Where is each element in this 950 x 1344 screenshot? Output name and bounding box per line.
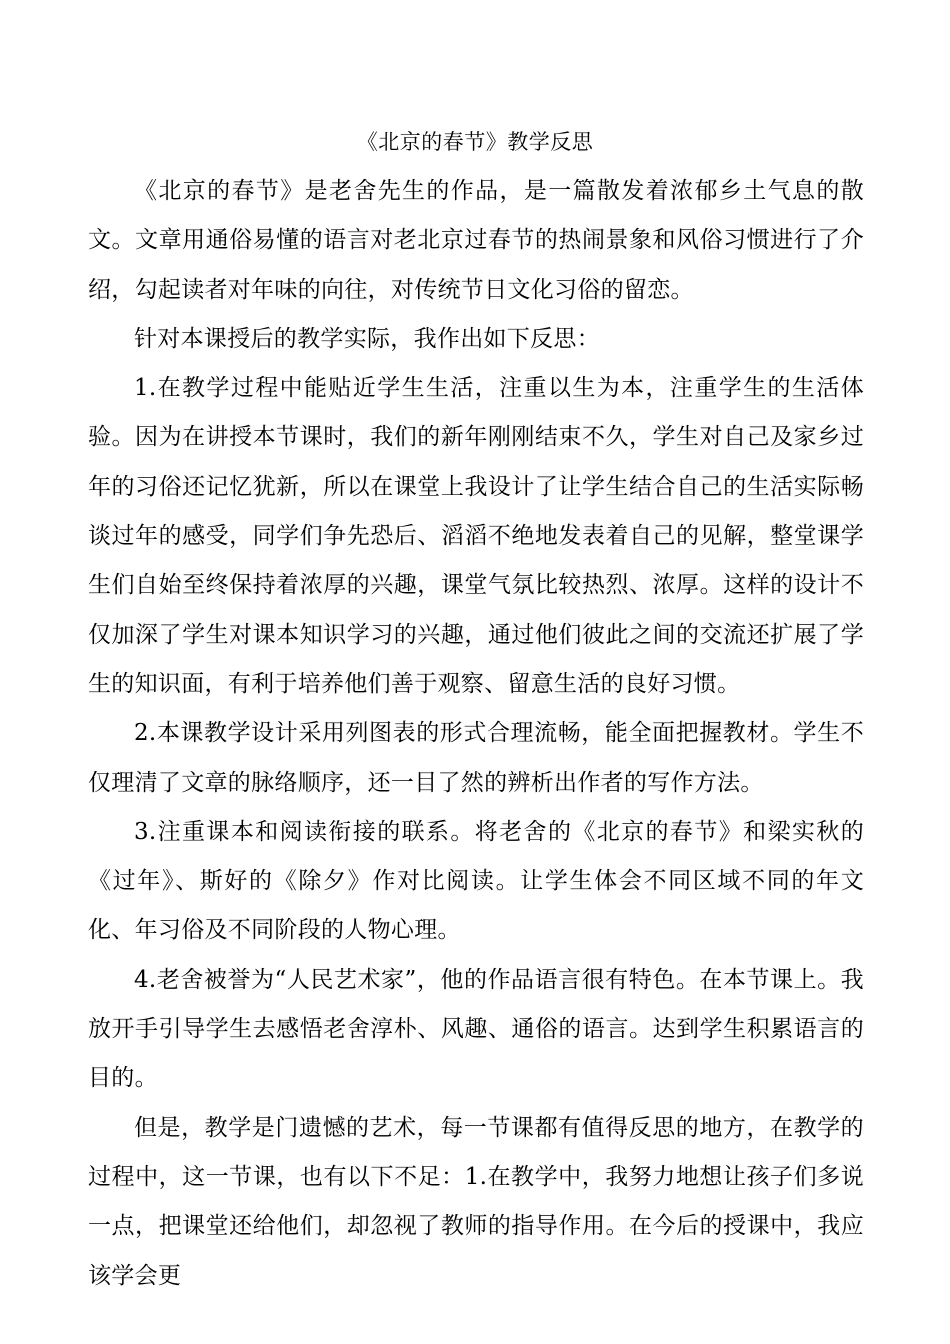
document-title: 《北京的春节》教学反思 [356,130,594,154]
paragraph-point-2: 2.本课教学设计采用列图表的形式合理流畅，能全面把握教材。学生不仅理清了文章的脉络顺序，还一目了然的辨析出作者的写作方法。 [88,720,864,796]
paragraph-shortcomings: 但是，教学是门遗憾的艺术，每一节课都有值得反思的地方，在教学的过程中，这一节课，也有以下不足：1.在教学中，我努力地想让孩子们多说一点，把课堂还给他们，却忽视了教师的指导作用。在今后的授课中，我应该学会更 [88,1114,864,1289]
paragraph-point-4: 4.老舍被誉为“人民艺术家”，他的作品语言很有特色。在本节课上。我放开手引导学生去感悟老舍淳朴、风趣、通俗的语言。达到学生积累语言的目的。 [88,966,864,1092]
paragraph-point-3: 3.注重课本和阅读衔接的联系。将老舍的《北京的春节》和梁实秋的《过年》、斯好的《除夕》作对比阅读。让学生体会不同区域不同的年文化、年习俗及不同阶段的人物心理。 [88,818,864,944]
paragraph-reflection-lead: 针对本课授后的教学实际，我作出如下反思： [134,325,600,352]
paragraph-intro: 《北京的春节》是老舍先生的作品，是一篇散发着浓郁乡土气息的散文。文章用通俗易懂的语言对老北京过春节的热闹景象和风俗习惯进行了介绍，勾起读者对年味的向往，对传统节日文化习俗的留恋。 [88,178,864,303]
paragraph-point-1: 1.在教学过程中能贴近学生生活，注重以生为本，注重学生的生活体验。因为在讲授本节课时，我们的新年刚刚结束不久，学生对自己及家乡过年的习俗还记忆犹新，所以在课堂上我设计了让学生结合自己的生活实际畅谈过年的感受，同学们争先恐后、滔滔不绝地发表着自己的见解，整堂课学生们自始至终保持着浓厚的兴趣，课堂气氛比较热烈、浓厚。这样的设计不仅加深了学生对课本知识学习的兴趣，通过他们彼此之间的交流还扩展了学生的知识面，有利于培养他们善于观察、留意生活的良好习惯。 [88,375,864,697]
document-body [88,167,864,1301]
